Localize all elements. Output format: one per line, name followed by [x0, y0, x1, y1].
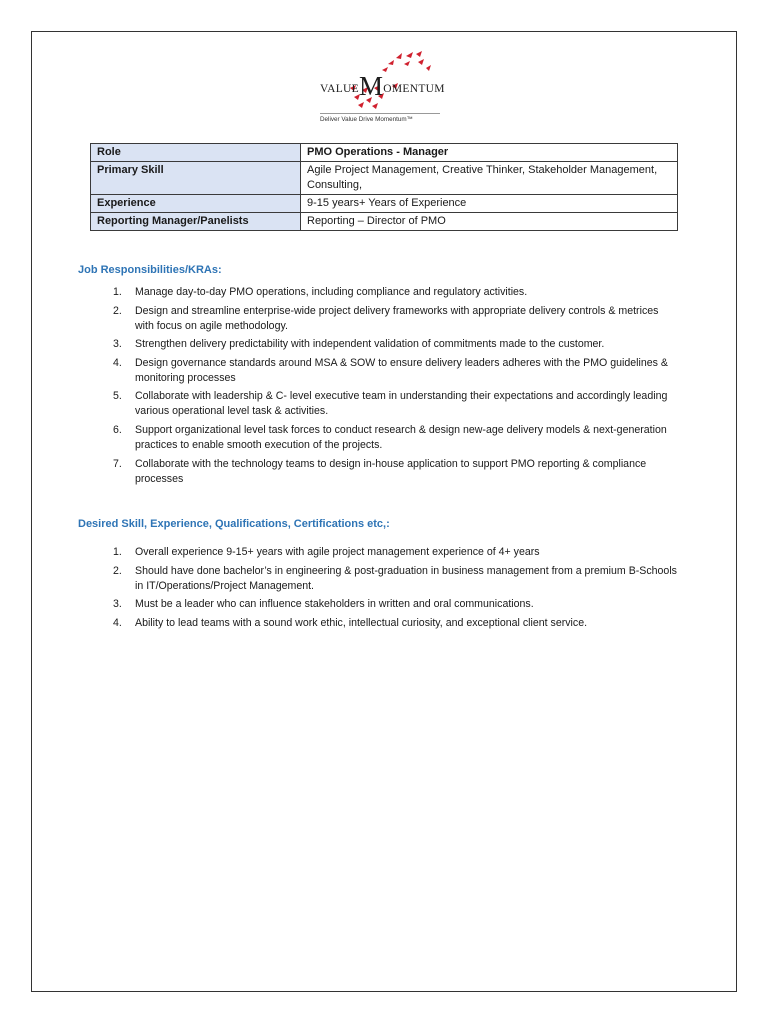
- table-row: [91, 195, 678, 213]
- list-item: 5. Collaborate with leadership & C- level executive team in understanding their expectations and accordingly leading various operational level task & activities.: [113, 390, 668, 418]
- list-item: 6. Support organizational level task forces to conduct research & design new-age delivery models & next-generation practices to enable smooth execution of the projects.: [113, 423, 667, 451]
- role-value: PMO Operations - Manager: [301, 144, 678, 162]
- list-item: 4. Design governance standards around MSA & SOW to ensure delivery leaders adheres with the PMO guidelines & monitoring processes: [113, 356, 668, 384]
- list-item: 4. Ability to lead teams with a sound work ethic, intellectual curiosity, and exceptional client service.: [113, 616, 588, 629]
- experience-value: 9-15 years+ Years of Experience: [301, 195, 678, 213]
- experience-label: Experience: [91, 195, 301, 213]
- table-row: [91, 144, 678, 162]
- responsibilities-list: [107, 285, 679, 490]
- reporting-value: Reporting – Director of PMO: [301, 213, 678, 231]
- reporting-label: Reporting Manager/Panelists: [91, 213, 301, 231]
- table-row: [91, 162, 678, 195]
- list-item: 7. Collaborate with the technology teams to design in-house application to support PMO reporting & compliance processes: [113, 457, 647, 485]
- table-row: [91, 213, 678, 231]
- list-item: 2. Design and streamline enterprise-wide project delivery frameworks with appropriate delivery controls & metrices with focus on agile methodology.: [113, 304, 659, 332]
- skills-list: [107, 545, 679, 634]
- company-logo: [318, 50, 448, 132]
- list-item: 3. Must be a leader who can influence stakeholders in written and oral communications.: [113, 598, 534, 611]
- skills-heading: Desired Skill, Experience, Qualifications, Certifications etc,:: [78, 518, 390, 530]
- list-item: 1. Overall experience 9-15+ years with agile project management experience of 4+ years: [113, 546, 540, 558]
- primary-skill-value: Agile Project Management, Creative Thinker, Stakeholder Management, Consulting,: [301, 162, 678, 195]
- logo-divider: [320, 113, 440, 114]
- logo-wordmark: VALUEMOMENTUM: [320, 71, 445, 101]
- list-item: 1. Manage day-to-day PMO operations, including compliance and regulatory activities.: [113, 286, 528, 298]
- role-info-table: [90, 143, 678, 231]
- list-item: 3. Strengthen delivery predictability with independent validation of commitments made to the customer.: [113, 338, 605, 351]
- primary-skill-label: Primary Skill: [91, 162, 301, 195]
- role-label: Role: [91, 144, 301, 162]
- responsibilities-heading: Job Responsibilities/KRAs:: [78, 264, 222, 276]
- logo-tagline: Deliver Value Drive Momentum™: [320, 116, 413, 123]
- list-item: 2. Should have done bachelor’s in engineering & post-graduation in business management from a premium B-Schools in IT/Operations/Project Management.: [113, 564, 677, 592]
